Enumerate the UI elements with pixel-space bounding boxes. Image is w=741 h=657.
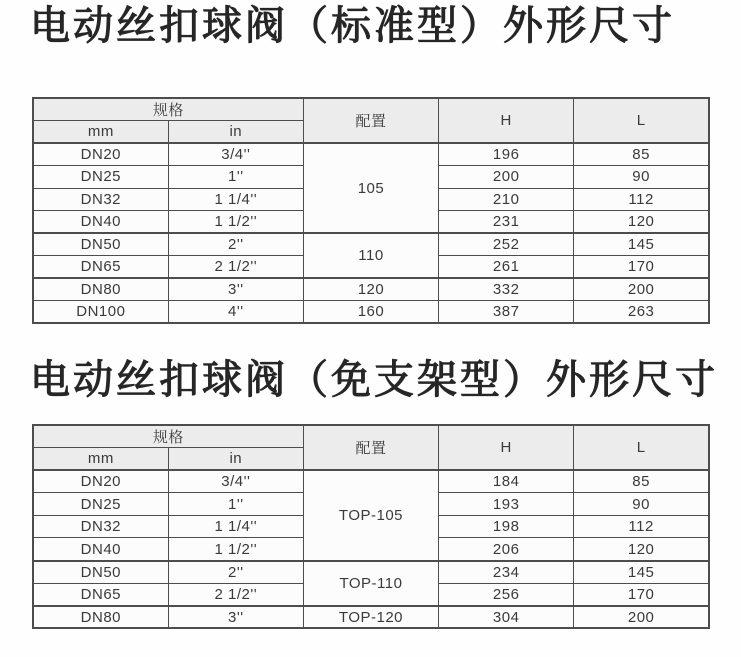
cell-l: 85 <box>574 143 709 166</box>
cell-h: 193 <box>439 493 574 516</box>
table-row <box>33 143 709 166</box>
table-row <box>33 301 709 324</box>
cell-l: 112 <box>574 188 709 211</box>
cell-l: 112 <box>574 515 709 538</box>
cell-l: 120 <box>574 538 709 561</box>
header-cell-mm: mm <box>33 448 168 471</box>
cell-l: 263 <box>574 301 709 324</box>
cell-mm: DN20 <box>33 143 168 166</box>
cell-mm: DN65 <box>33 583 168 606</box>
cell-mm: DN80 <box>33 278 168 301</box>
cell-in: 1 1/4'' <box>168 188 303 211</box>
header-cell-h: H <box>439 98 574 143</box>
table-row <box>33 233 709 256</box>
cell-h: 304 <box>439 606 574 629</box>
cell-l: 170 <box>574 583 709 606</box>
cell-in: 1'' <box>168 166 303 189</box>
table-header-row <box>33 425 709 448</box>
cell-in: 3'' <box>168 606 303 629</box>
header-cell-l: L <box>574 98 709 143</box>
dimension-table-standard <box>32 97 710 324</box>
dimension-table-bracket-free <box>32 424 710 629</box>
cell-config: 105 <box>303 143 438 233</box>
cell-config: TOP-120 <box>303 606 438 629</box>
cell-mm: DN32 <box>33 515 168 538</box>
cell-config: TOP-105 <box>303 470 438 560</box>
cell-l: 120 <box>574 211 709 234</box>
cell-h: 196 <box>439 143 574 166</box>
cell-in: 3/4'' <box>168 143 303 166</box>
cell-l: 90 <box>574 166 709 189</box>
cell-h: 231 <box>439 211 574 234</box>
cell-in: 2 1/2'' <box>168 256 303 279</box>
cell-h: 198 <box>439 515 574 538</box>
cell-in: 3/4'' <box>168 470 303 493</box>
table-row <box>33 278 709 301</box>
header-cell-in: in <box>168 448 303 471</box>
cell-in: 1 1/4'' <box>168 515 303 538</box>
cell-mm: DN65 <box>33 256 168 279</box>
cell-in: 4'' <box>168 301 303 324</box>
section-title-standard: 电动丝扣球阀（标准型）外形尺寸 <box>30 4 675 48</box>
cell-mm: DN50 <box>33 233 168 256</box>
table-row <box>33 470 709 493</box>
cell-mm: DN25 <box>33 166 168 189</box>
cell-mm: DN80 <box>33 606 168 629</box>
cell-config: 110 <box>303 233 438 278</box>
cell-l: 90 <box>574 493 709 516</box>
section-title-bracket-free: 电动丝扣球阀（免支架型）外形尺寸 <box>30 358 718 402</box>
table-header-row <box>33 98 709 121</box>
cell-h: 252 <box>439 233 574 256</box>
cell-mm: DN25 <box>33 493 168 516</box>
cell-mm: DN40 <box>33 538 168 561</box>
cell-h: 200 <box>439 166 574 189</box>
cell-in: 1 1/2'' <box>168 211 303 234</box>
cell-h: 387 <box>439 301 574 324</box>
cell-h: 184 <box>439 470 574 493</box>
table-row <box>33 561 709 584</box>
cell-h: 206 <box>439 538 574 561</box>
cell-l: 200 <box>574 278 709 301</box>
cell-config: 120 <box>303 278 438 301</box>
cell-h: 261 <box>439 256 574 279</box>
cell-in: 1'' <box>168 493 303 516</box>
cell-in: 2'' <box>168 233 303 256</box>
cell-mm: DN40 <box>33 211 168 234</box>
header-cell-config: 配置 <box>303 425 438 470</box>
header-cell-l: L <box>574 425 709 470</box>
header-cell-h: H <box>439 425 574 470</box>
cell-mm: DN20 <box>33 470 168 493</box>
cell-mm: DN100 <box>33 301 168 324</box>
cell-mm: DN50 <box>33 561 168 584</box>
cell-l: 170 <box>574 256 709 279</box>
cell-in: 2 1/2'' <box>168 583 303 606</box>
table-row <box>33 606 709 629</box>
cell-h: 256 <box>439 583 574 606</box>
cell-in: 1 1/2'' <box>168 538 303 561</box>
cell-config: TOP-110 <box>303 561 438 606</box>
cell-in: 2'' <box>168 561 303 584</box>
cell-in: 3'' <box>168 278 303 301</box>
cell-mm: DN32 <box>33 188 168 211</box>
header-cell-spec: 规格 <box>33 98 303 121</box>
cell-config: 160 <box>303 301 438 324</box>
cell-l: 85 <box>574 470 709 493</box>
cell-h: 332 <box>439 278 574 301</box>
cell-l: 145 <box>574 233 709 256</box>
header-cell-mm: mm <box>33 121 168 144</box>
cell-l: 145 <box>574 561 709 584</box>
cell-h: 234 <box>439 561 574 584</box>
header-cell-in: in <box>168 121 303 144</box>
cell-l: 200 <box>574 606 709 629</box>
header-cell-config: 配置 <box>303 98 438 143</box>
cell-h: 210 <box>439 188 574 211</box>
header-cell-spec: 规格 <box>33 425 303 448</box>
